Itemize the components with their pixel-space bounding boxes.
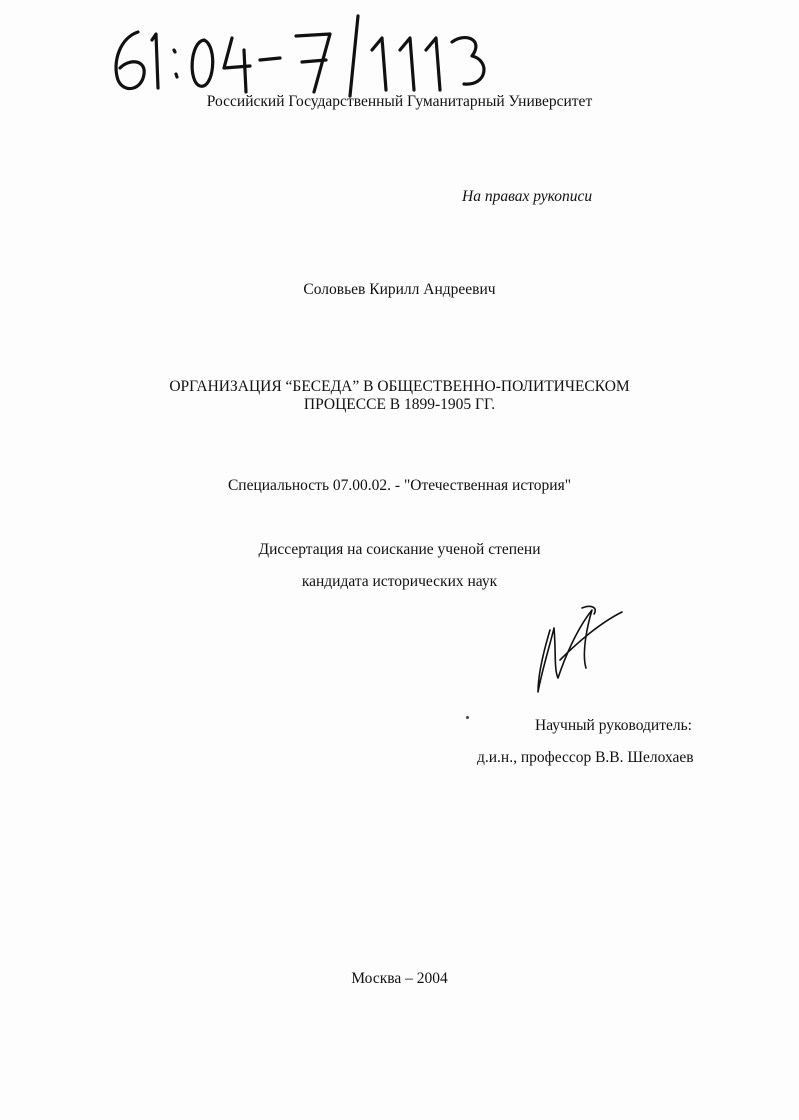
advisor-label: Научный руководитель:	[535, 717, 692, 734]
specialty: Специальность 07.00.02. - "Отечественная история"	[227, 477, 572, 494]
degree-line-1: Диссертация на соискание ученой степени	[258, 541, 541, 558]
manuscript-rights-note: На правах рукописи	[462, 188, 593, 205]
handwritten-catalogue-number	[100, 10, 520, 100]
university-name: Российский Государственный Гуманитарный Университет	[206, 93, 593, 110]
place-and-year: Москва – 2004	[351, 970, 448, 987]
page-speck	[466, 716, 469, 719]
dissertation-title-line-2: ПРОЦЕССЕ В 1899-1905 ГГ.	[303, 396, 496, 413]
degree-line-2: кандидата исторических наук	[301, 573, 498, 590]
dissertation-title-line-1: ОРГАНИЗАЦИЯ “БЕСЕДА” В ОБЩЕСТВЕННО-ПОЛИТИЧЕСКОМ	[169, 378, 630, 395]
author-name: Соловьев Кирилл Андреевич	[303, 281, 496, 298]
advisor-name: д.и.н., профессор В.В. Шелохаев	[477, 749, 694, 766]
signature	[520, 600, 640, 700]
